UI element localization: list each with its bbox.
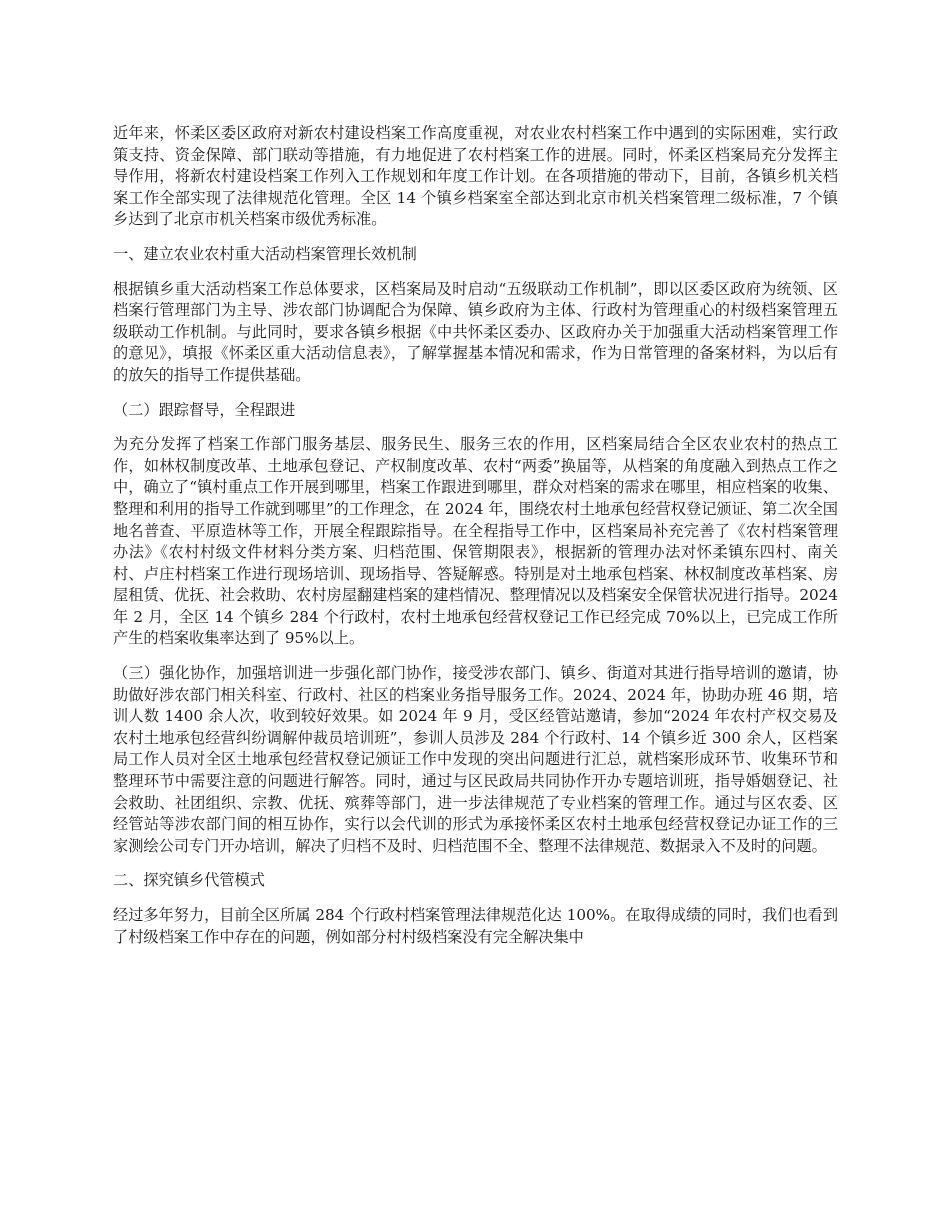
intro-paragraph: 近年来，怀柔区委区政府对新农村建设档案工作高度重视，对农业农村档案工作中遇到的实际困难，实行政策支持、资金保障、部门联动等措施，有力地促进了农村档案工作的进展。同时，怀柔区档案局充分发挥主导作用，将新农村建设档案工作列入工作规划和年度工作计划。在各项措施的带动下，目前，各镇乡机关档案工作全部实现了法律规范化管理。全区 14 个镇乡档案室全部达到北京市机关档案管理二级标准，7 个镇乡达到了北京市机关档案市级优秀标准。 — [113, 124, 838, 229]
body-paragraph-3: （三）强化协作，加强培训进一步强化部门协作，接受涉农部门、镇乡、街道对其进行指导培训的邀请，协助做好涉农部门相关科室、行政村、社区的档案业务指导服务工作。2024、2024 年，协助办班 46 期，培训人数 1400 余人次，收到较好效果。如 2024 年 9 月，受区经管站邀请，参加“2024 年农村产权交易及农村土地承包经营纠纷调解仲裁员培训班”，参训人员涉及 284 个行政村、14 个镇乡近 300 余人，区档案局工作人员对全区土地承包经营权登记颁证工作中发现的突出问题进行汇总，就档案形成环节、收集环节和整理环节中需要注意的问题进行解答。同时，通过与区民政局共同协作开办专题培训班，指导婚姻登记、社会救助、社团组织、宗教、优抚、殡葬等部门，进一步法律规范了专业档案的管理工作。通过与区农委、区经管站等涉农部门间的相互协作，实行以会代训的形式为承接怀柔区农村土地承包经营权登记办证工作的三家测绘公司专门开办培训，解决了归档不及时、归档范围不全、整理不法律规范、数据录入不及时的问题。 — [113, 664, 838, 855]
document-body — [113, 123, 838, 961]
body-paragraph-2: 为充分发挥了档案工作部门服务基层、服务民生、服务三农的作用，区档案局结合全区农业农村的热点工作，如林权制度改革、土地承包登记、产权制度改革、农村“两委”换届等，从档案的角度融入到热点工作之中，确立了“镇村重点工作开展到哪里，档案工作跟进到哪里，群众对档案的需求在哪里，相应档案的收集、整理和利用的指导工作就到哪里”的工作理念，在 2024 年，围绕农村土地承包经营权登记颁证、第二次全国地名普查、平原造林等工作，开展全程跟踪指导。在全程指导工作中，区档案局补充完善了《农村档案管理办法》《农村村级文件材料分类方案、归档范围、保管期限表》，根据新的管理办法对怀柔镇东四村、南关村、卢庄村档案工作进行现场培训、现场指导、答疑解惑。特别是对土地承包档案、林权制度改革档案、房屋租赁、优抚、社会救助、农村房屋翻建档案的建档情况、整理情况以及档案安全保管状况进行指导。2024 年 2 月，全区 14 个镇乡 284 个行政村，农村土地承包经营权登记工作已经完成 70%以上，已完成工作所产生的档案收集率达到了 95%以上。 — [113, 435, 838, 648]
section-heading-1: 一、建立农业农村重大活动档案管理长效机制 — [113, 244, 417, 263]
body-paragraph-4: 经过多年努力，目前全区所属 284 个行政村档案管理法律规范化达 100%。在取得成绩的同时，我们也看到了村级档案工作中存在的问题，例如部分村村级档案没有完全解决集中 — [113, 906, 838, 946]
subsection-heading-2: （二）跟踪督导，全程跟进 — [113, 400, 296, 419]
section-heading-2: 二、探究镇乡代管模式 — [113, 871, 265, 890]
body-paragraph-1: 根据镇乡重大活动档案工作总体要求，区档案局及时启动“五级联动工作机制”，即以区委区政府为统领、区档案行管理部门为主导、涉农部门协调配合为保障、镇乡政府为主体、行政村为管理重心的村级档案管理五级联动工作机制。与此同时，要求各镇乡根据《中共怀柔区委办、区政府办关于加强重大活动档案管理工作的意见》，填报《怀柔区重大活动信息表》，了解掌握基本情况和需求，作为日常管理的备案材料，为以后有的放矢的指导工作提供基础。 — [113, 279, 838, 384]
